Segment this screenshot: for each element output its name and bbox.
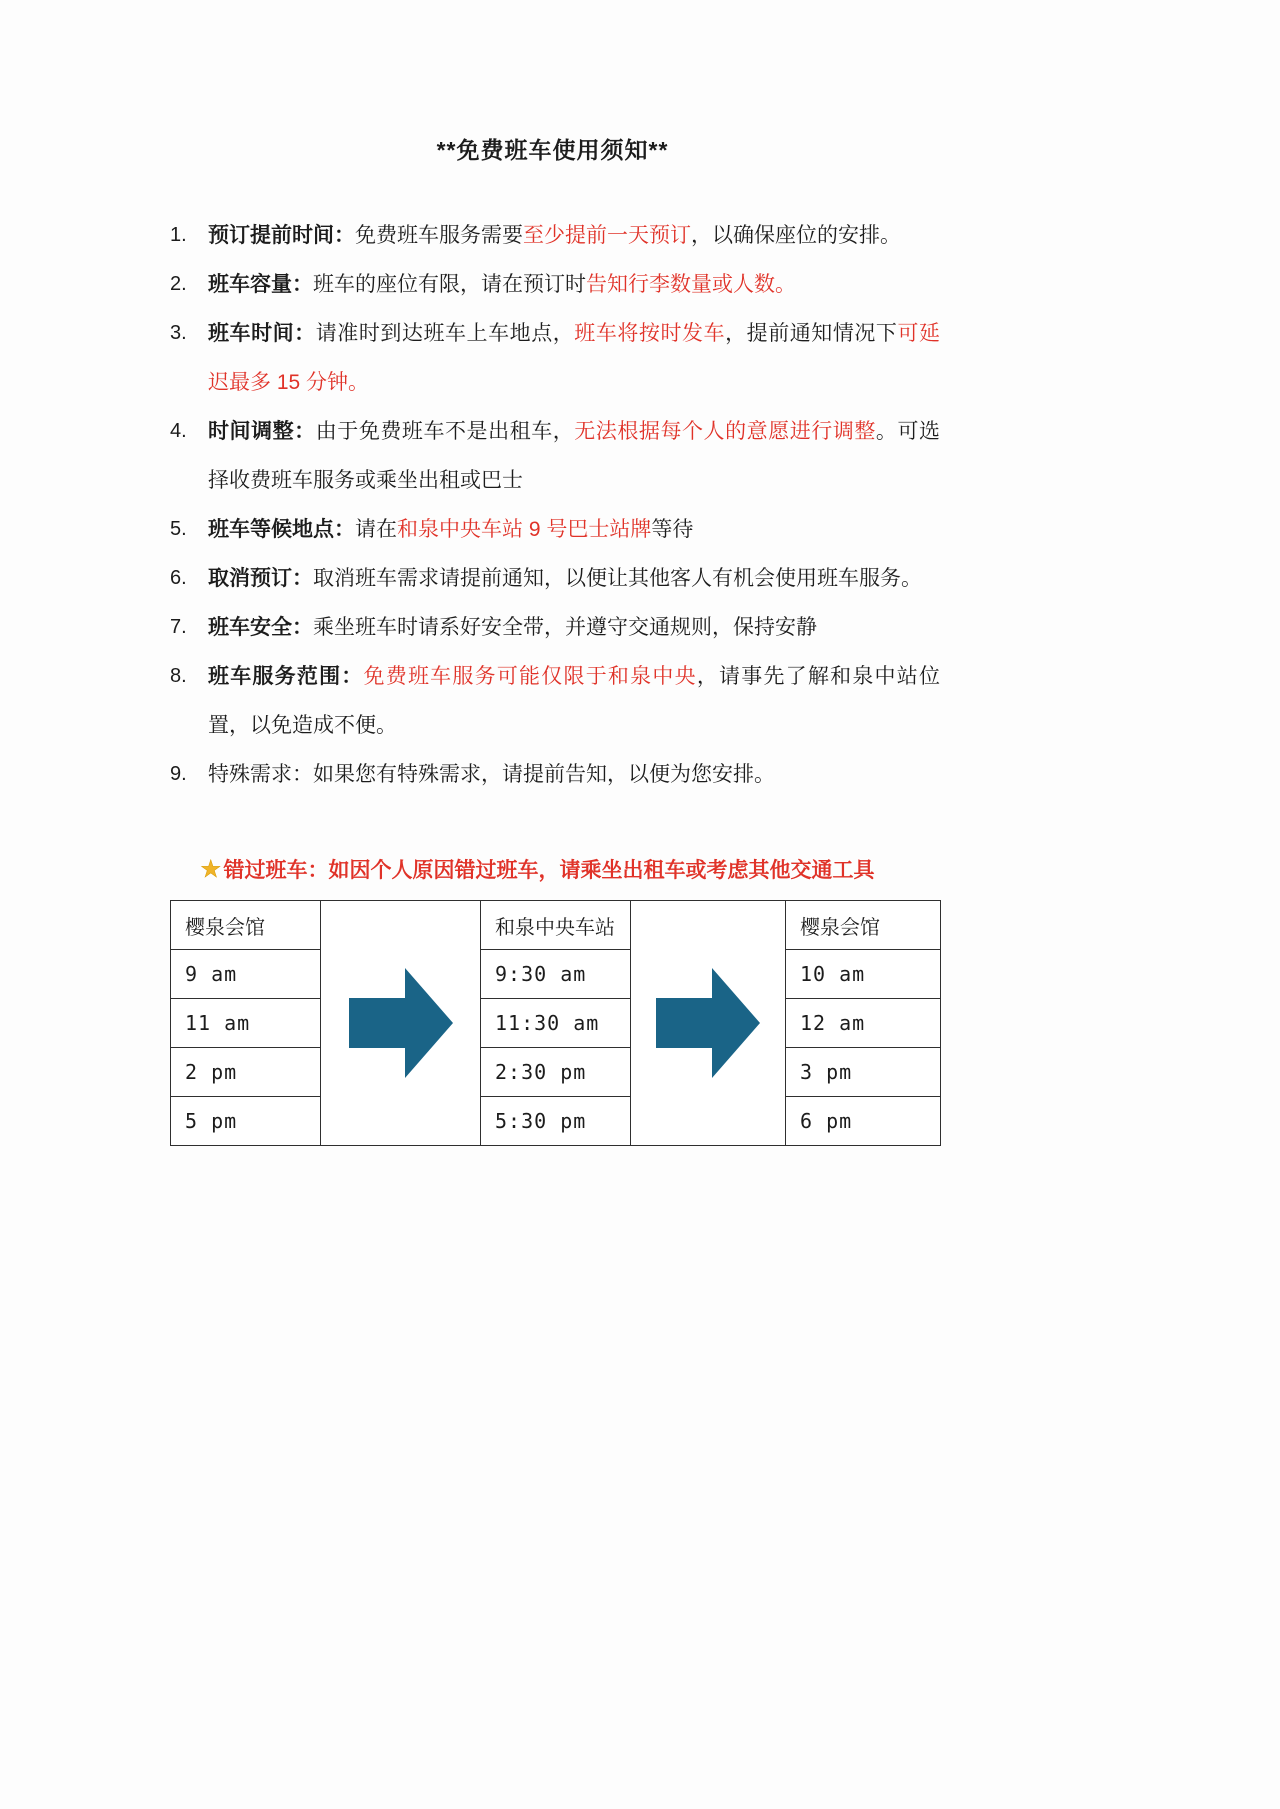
notice-item-content bbox=[208, 260, 940, 309]
schedule-time-cell: 9:30 am bbox=[481, 950, 631, 999]
notice-item-label: 班车容量： bbox=[208, 273, 313, 296]
notice-item-content bbox=[208, 407, 940, 505]
notice-item bbox=[170, 603, 940, 652]
notice-text-segment: 取消班车需求请提前通知，以便让其他客人有机会使用班车服务。 bbox=[313, 567, 922, 590]
schedule-gap-cell bbox=[631, 901, 786, 1146]
schedule-time-row bbox=[171, 1097, 941, 1146]
schedule-column-header: 樱泉会馆 bbox=[171, 901, 321, 950]
notice-item-label: 取消预订： bbox=[208, 567, 313, 590]
notice-item-content bbox=[208, 652, 940, 750]
notice-item bbox=[170, 652, 940, 750]
schedule-time-cell: 11 am bbox=[171, 999, 321, 1048]
notice-item-label: 时间调整： bbox=[208, 420, 316, 443]
schedule-body bbox=[171, 901, 941, 1146]
notice-item-label: 班车服务范围： bbox=[208, 665, 364, 688]
schedule-time-cell: 2 pm bbox=[171, 1048, 321, 1097]
notice-item-content bbox=[208, 309, 940, 407]
schedule-header-row bbox=[171, 901, 941, 950]
notice-item-number: 9. bbox=[170, 763, 187, 785]
notice-text-segment: 班车将按时发车 bbox=[574, 322, 726, 345]
notice-item-number: 6. bbox=[170, 567, 187, 589]
right-arrow-icon bbox=[656, 968, 760, 1078]
notice-text-segment: 至少提前一天预订 bbox=[523, 224, 691, 247]
page-title: **免费班车使用须知** bbox=[436, 137, 669, 163]
schedule-time-row bbox=[171, 999, 941, 1048]
notice-text-segment: ，提前通知情况下 bbox=[725, 322, 898, 345]
notice-text-segment: 免费班车服务可能仅限于和泉中央 bbox=[363, 665, 697, 688]
schedule-time-cell: 12 am bbox=[786, 999, 941, 1048]
notice-item-content bbox=[208, 554, 940, 603]
notice-text-segment: ，请事先了解和泉中站位置，以免造成不便。 bbox=[208, 665, 940, 737]
schedule-time-cell: 5:30 pm bbox=[481, 1097, 631, 1146]
schedule-time-cell: 3 pm bbox=[786, 1048, 941, 1097]
schedule-gap-cell bbox=[321, 901, 481, 1146]
notice-item bbox=[170, 554, 940, 603]
notice-item-content bbox=[208, 505, 940, 554]
notice-item-number: 1. bbox=[170, 224, 187, 246]
schedule-time-cell: 5 pm bbox=[171, 1097, 321, 1146]
notice-text-segment: 告知行李数量或人数。 bbox=[586, 273, 796, 296]
notice-item-label: 班车安全： bbox=[208, 616, 313, 639]
notice-item-number: 5. bbox=[170, 518, 187, 540]
notice-text-segment: 免费班车服务需要 bbox=[355, 224, 523, 247]
notice-item bbox=[170, 309, 940, 407]
notice-text-segment: ，以确保座位的安排。 bbox=[691, 224, 901, 247]
notice-text-segment: 请准时到达班车上车地点， bbox=[315, 322, 575, 345]
notice-item bbox=[170, 407, 940, 505]
notice-item bbox=[170, 211, 940, 260]
missed-bus-warning bbox=[200, 855, 1280, 886]
warning-label: 错过班车： bbox=[223, 859, 329, 882]
star-icon: ★ bbox=[200, 856, 222, 883]
notice-item-content bbox=[208, 211, 940, 260]
notice-text-segment: 可延迟最多 15 分钟。 bbox=[208, 322, 941, 394]
notice-item-number: 7. bbox=[170, 616, 187, 638]
notice-item-label: 班车等候地点： bbox=[208, 518, 355, 541]
notice-item-content bbox=[208, 603, 940, 652]
notice-item-label: 特殊需求： bbox=[208, 763, 313, 786]
notice-text-segment: 由于免费班车不是出租车， bbox=[315, 420, 575, 443]
notice-item-label: 班车时间： bbox=[208, 322, 316, 345]
warning-text: 如因个人原因错过班车，请乘坐出租车或考虑其他交通工具 bbox=[328, 859, 875, 882]
notice-item bbox=[170, 750, 940, 799]
notice-text-segment: 乘坐班车时请系好安全带，并遵守交通规则，保持安静 bbox=[313, 616, 817, 639]
schedule-time-row bbox=[171, 1048, 941, 1097]
notice-item-label: 预订提前时间： bbox=[208, 224, 355, 247]
notice-text-segment: 无法根据每个人的意愿进行调整 bbox=[574, 420, 876, 443]
notice-item-number: 2. bbox=[170, 273, 187, 295]
notice-item-number: 8. bbox=[170, 665, 187, 687]
notice-text-segment: 班车的座位有限，请在预订时 bbox=[313, 273, 586, 296]
shuttle-schedule-table bbox=[170, 900, 941, 1146]
schedule-column-header: 和泉中央车站 bbox=[481, 901, 631, 950]
notice-item bbox=[170, 505, 940, 554]
notice-text-segment: 请在 bbox=[355, 518, 397, 541]
schedule-column-header: 樱泉会馆 bbox=[786, 901, 941, 950]
schedule-time-cell: 2:30 pm bbox=[481, 1048, 631, 1097]
notice-item-content bbox=[208, 750, 940, 799]
schedule-time-cell: 6 pm bbox=[786, 1097, 941, 1146]
notice-text-segment: 。可选择收费班车服务或乘坐出租或巴士 bbox=[208, 420, 941, 492]
notice-text-segment: 等待 bbox=[651, 518, 694, 541]
notice-item bbox=[170, 260, 940, 309]
schedule-time-cell: 9 am bbox=[171, 950, 321, 999]
notice-list bbox=[170, 211, 940, 799]
notice-text-segment: 如果您有特殊需求，请提前告知，以便为您安排。 bbox=[313, 763, 775, 786]
notice-item-number: 3. bbox=[170, 322, 187, 344]
notice-item-number: 4. bbox=[170, 420, 187, 442]
schedule-time-row bbox=[171, 950, 941, 999]
notice-text-segment: 和泉中央车站 9 号巴士站牌 bbox=[397, 518, 652, 541]
right-arrow-icon bbox=[349, 968, 453, 1078]
schedule-time-cell: 10 am bbox=[786, 950, 941, 999]
schedule-time-cell: 11:30 am bbox=[481, 999, 631, 1048]
